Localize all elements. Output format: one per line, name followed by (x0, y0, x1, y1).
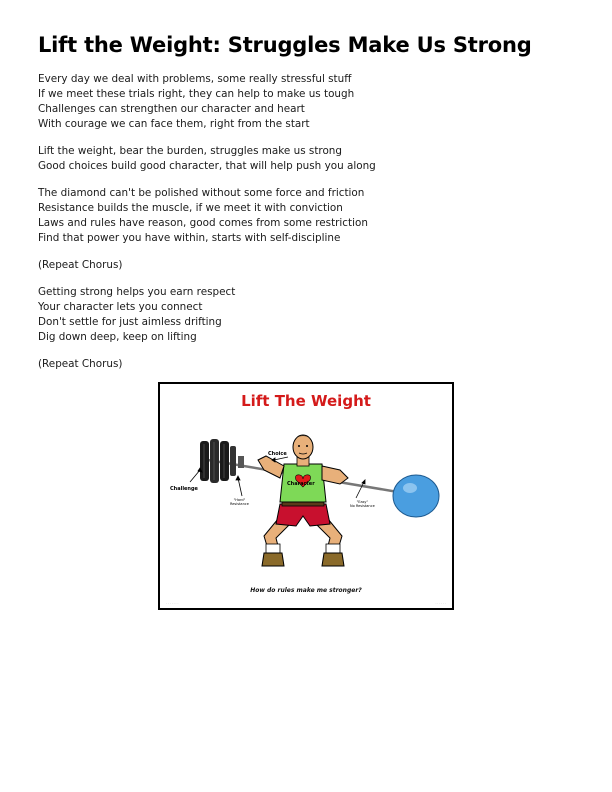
verse-2 (38, 186, 578, 246)
easy-sub-label: No Resistance (350, 504, 375, 508)
lyric-line: Don't settle for just aimless drifting (38, 316, 222, 328)
challenge-label: Challenge (170, 486, 198, 492)
poster-footer-left: · · · · · · · (166, 601, 179, 605)
poster-caption: How do rules make me stronger? (250, 587, 362, 594)
choice-label: Choice (268, 451, 287, 457)
lyric-line: Good choices build good character, that will help push you along (38, 160, 376, 172)
verse-1 (38, 72, 578, 132)
poster-footer-right: · · · · · · (435, 601, 446, 605)
lyric-line: Challenges can strengthen our character and heart (38, 103, 305, 115)
lyric-line: Every day we deal with problems, some really stressful stuff (38, 73, 352, 85)
bridge (38, 285, 578, 345)
lift-the-weight-poster (158, 382, 454, 610)
character-label: Character (287, 481, 315, 487)
lyric-line: (Repeat Chorus) (38, 259, 123, 271)
hard-resistance-label (230, 498, 249, 506)
repeat-chorus-note (38, 258, 578, 273)
lyric-line: With courage we can face them, right from the start (38, 118, 310, 130)
hard-label: "Hard" (233, 498, 246, 502)
lyric-line: Find that power you have within, starts with self-discipline (38, 232, 341, 244)
lyric-line: (Repeat Chorus) (38, 358, 123, 370)
repeat-chorus-note (38, 357, 578, 372)
poster-title: Lift The Weight (241, 392, 371, 410)
lyric-line: Dig down deep, keep on lifting (38, 331, 197, 343)
document-title: Lift the Weight: Struggles Make Us Strong (38, 33, 532, 57)
lyric-line: If we meet these trials right, they can help to make us tough (38, 88, 355, 100)
weightlifter-illustration (160, 384, 452, 608)
lyric-line: Getting strong helps you earn respect (38, 286, 236, 298)
hard-sub-label: Resistance (230, 502, 249, 506)
lyric-line: Resistance builds the muscle, if we meet it with conviction (38, 202, 343, 214)
lyric-line: Laws and rules have reason, good comes from some restriction (38, 217, 368, 229)
balloon (393, 475, 439, 517)
lyric-line: The diamond can't be polished without some force and friction (38, 187, 365, 199)
easy-resistance-label (350, 500, 375, 508)
easy-label: "Easy" (356, 500, 369, 504)
chorus (38, 144, 578, 174)
lyrics (38, 72, 578, 384)
lyric-line: Your character lets you connect (38, 301, 203, 313)
lyric-line: Lift the weight, bear the burden, struggles make us strong (38, 145, 342, 157)
